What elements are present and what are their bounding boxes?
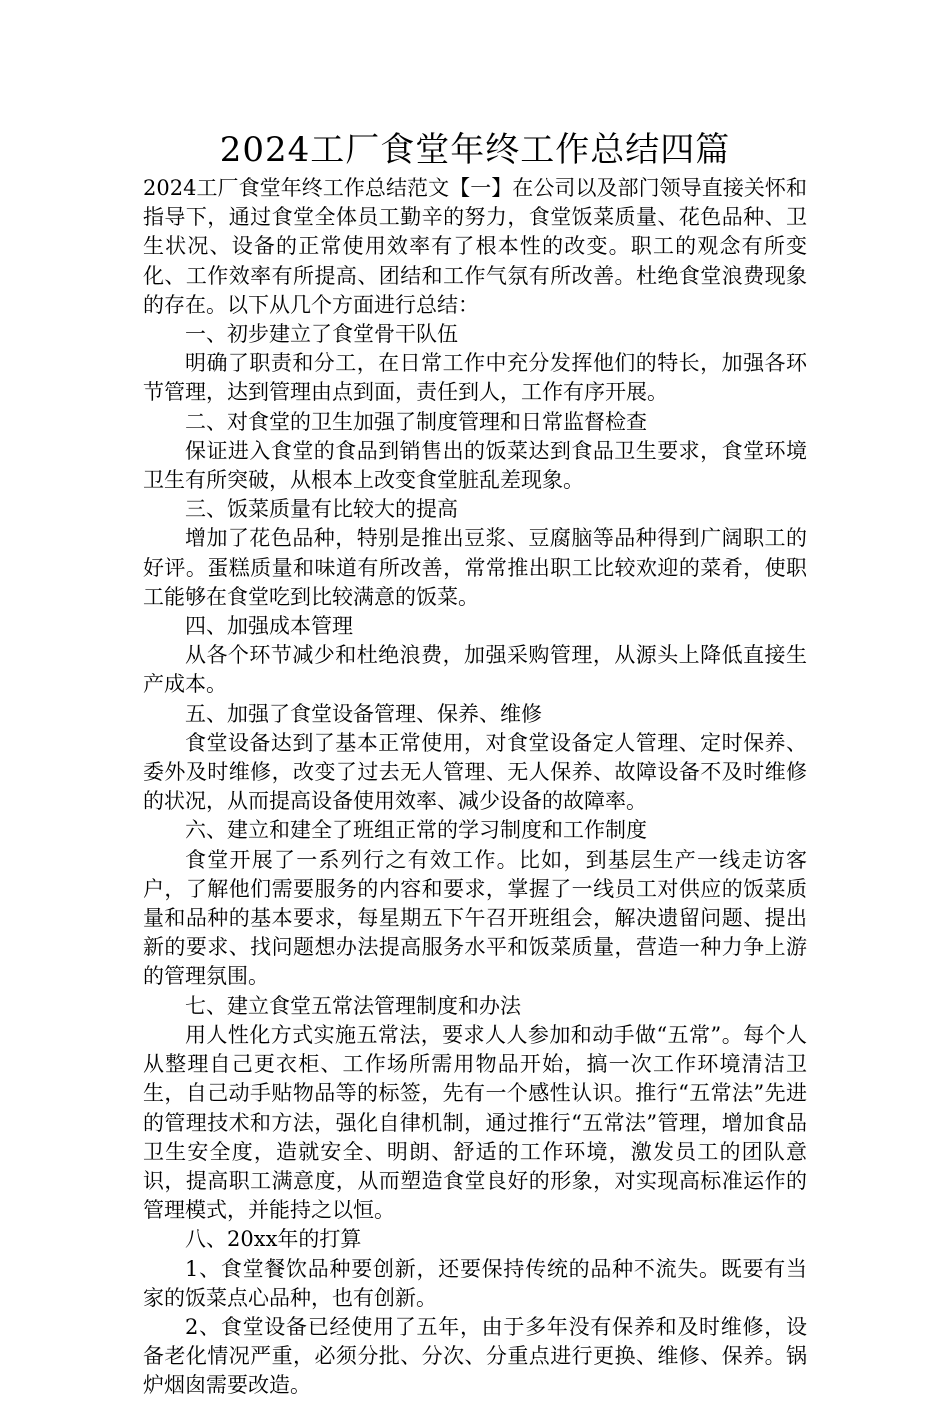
paragraph: 食堂开展了一系列行之有效工作。比如，到基层生产一线走访客户，了解他们需要服务的内容和要求，掌握了一线员工对供应的饭菜质量和品种的基本要求，每星期五下午召开班组会，解决遗留问题、提出新的要求、找问题想办法提高服务水平和饭菜质量，营造一种力争上游的管理氛围。	[143, 847, 807, 989]
document-title: 2024工厂食堂年终工作总结四篇	[219, 130, 731, 170]
section-heading: 七、建立食堂五常法管理制度和办法	[185, 993, 521, 1018]
section-heading: 一、初步建立了食堂骨干队伍	[185, 322, 458, 347]
section-heading: 二、对食堂的卫生加强了制度管理和日常监督检查	[185, 409, 647, 434]
paragraph: 用人性化方式实施五常法，要求人人参加和动手做“五常”。每个人从整理自己更衣柜、工作场所需用物品开始，搞一次工作环境清洁卫生，自己动手贴物品等的标签，先有一个感性认识。推行“五常法”先进的管理技术和方法，强化自律机制，通过推行“五常法”管理，增加食品卫生安全度，造就安全、明朗、舒适的工作环境，激发员工的团队意识，提高职工满意度，从而塑造食堂良好的形象，对实现高标准运作的管理模式，并能持之以恒。	[143, 1022, 807, 1223]
section-heading: 三、饭菜质量有比较大的提高	[185, 497, 458, 522]
section-heading: 六、建立和建全了班组正常的学习制度和工作制度	[185, 818, 647, 843]
paragraph: 2024工厂食堂年终工作总结范文【一】在公司以及部门领导直接关怀和指导下，通过食堂全体员工勤辛的努力，食堂饭菜质量、花色品种、卫生状况、设备的正常使用效率有了根本性的改变。职工的观念有所变化、工作效率有所提高、团结和工作气氛有所改善。杜绝食堂浪费现象的存在。以下从几个方面进行总结：	[143, 176, 807, 317]
paragraph: 增加了花色品种，特别是推出豆浆、豆腐脑等品种得到广阔职工的好评。蛋糕质量和味道有所改善，常常推出职工比较欢迎的菜肴，使职工能够在食堂吃到比较满意的饭菜。	[143, 526, 807, 609]
paragraph: 食堂设备达到了基本正常使用，对食堂设备定人管理、定时保养、委外及时维修，改变了过去无人管理、无人保养、故障设备不及时维修的状况，从而提高设备使用效率、减少设备的故障率。	[143, 730, 807, 814]
section-heading: 八、20xx年的打算	[185, 1227, 362, 1252]
section-heading: 五、加强了食堂设备管理、保养、维修	[185, 701, 542, 726]
paragraph: 从各个环节减少和杜绝浪费，加强采购管理，从源头上降低直接生产成本。	[143, 643, 807, 697]
list-item: 1、食堂餐饮品种要创新，还要保持传统的品种不流失。既要有当家的饭菜点心品种，也有创新。	[143, 1256, 807, 1310]
document-body	[143, 174, 807, 1401]
section-heading: 四、加强成本管理	[185, 614, 353, 639]
list-item: 2、食堂设备已经使用了五年，由于多年没有保养和及时维修，设备老化情况严重，必须分批、分次、分重点进行更换、维修、保养。锅炉烟囱需要改造。	[143, 1314, 807, 1398]
paragraph: 保证进入食堂的食品到销售出的饭菜达到食品卫生要求，食堂环境卫生有所突破，从根本上改变食堂脏乱差现象。	[143, 438, 807, 493]
paragraph: 明确了职责和分工，在日常工作中充分发挥他们的特长，加强各环节管理，达到管理由点到面，责任到人，工作有序开展。	[143, 351, 807, 405]
